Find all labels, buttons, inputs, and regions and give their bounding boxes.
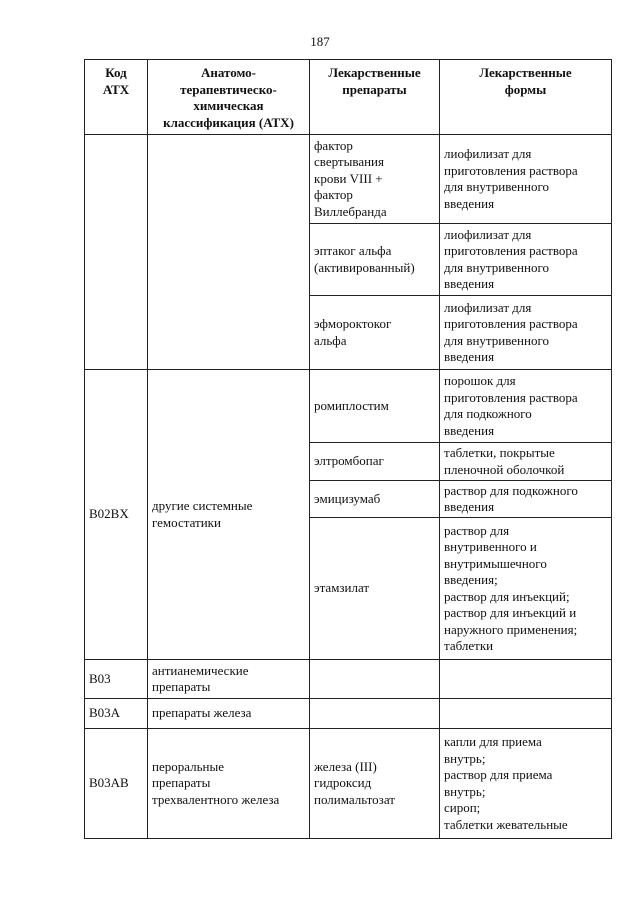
form-cell (440, 660, 612, 699)
drug-cell (310, 660, 440, 699)
table-row (85, 699, 612, 729)
drug-cell: фактор свертывания крови VIII + фактор Виллебранда (310, 135, 440, 224)
form-cell: таблетки, покрытые пленочной оболочкой (440, 443, 612, 481)
page-number: 187 (310, 34, 330, 49)
empty-classification-cell (148, 135, 310, 370)
atx-code: B02BX (85, 370, 148, 660)
table-row (85, 729, 612, 839)
drug-cell (310, 699, 440, 729)
atx-code: B03AB (85, 729, 148, 839)
atx-classification: препараты железа (148, 699, 310, 729)
header-row (85, 60, 612, 135)
table-row (85, 660, 612, 699)
drug-cell: этамзилат (310, 518, 440, 660)
atx-classification: другие системные гемостатики (148, 370, 310, 660)
drug-cell: ромиплостим (310, 370, 440, 443)
header-code: Код АТХ (85, 60, 148, 135)
atx-classification: антианемические препараты (148, 660, 310, 699)
empty-code-cell (85, 135, 148, 370)
drug-cell: эмицизумаб (310, 481, 440, 518)
header-drugs: Лекарственные препараты (310, 60, 440, 135)
form-cell: раствор для внутривенного и внутримышечного введения; раствор для инъекций; раствор для инъекций и наружного применения; таблетки (440, 518, 612, 660)
form-cell: раствор для подкожного введения (440, 481, 612, 518)
atx-code: B03 (85, 660, 148, 699)
form-cell (440, 699, 612, 729)
table-row (85, 370, 612, 443)
header-forms: Лекарственные формы (440, 60, 612, 135)
form-cell: лиофилизат для приготовления раствора для внутривенного введения (440, 224, 612, 296)
form-cell: лиофилизат для приготовления раствора для внутривенного введения (440, 135, 612, 224)
table-row (85, 135, 612, 224)
form-cell: порошок для приготовления раствора для подкожного введения (440, 370, 612, 443)
atx-classification: пероральные препараты трехвалентного железа (148, 729, 310, 839)
atx-table (84, 59, 612, 839)
drug-cell: элтромбопаг (310, 443, 440, 481)
atx-code: B03A (85, 699, 148, 729)
drug-cell: эптаког альфа (активированный) (310, 224, 440, 296)
drug-cell: эфмороктоког альфа (310, 296, 440, 370)
drug-cell: железа (III) гидроксид полимальтозат (310, 729, 440, 839)
form-cell: капли для приема внутрь; раствор для приема внутрь; сироп; таблетки жевательные (440, 729, 612, 839)
header-classification: Анатомо- терапевтическо- химическая классификация (АТХ) (148, 60, 310, 135)
form-cell: лиофилизат для приготовления раствора для внутривенного введения (440, 296, 612, 370)
